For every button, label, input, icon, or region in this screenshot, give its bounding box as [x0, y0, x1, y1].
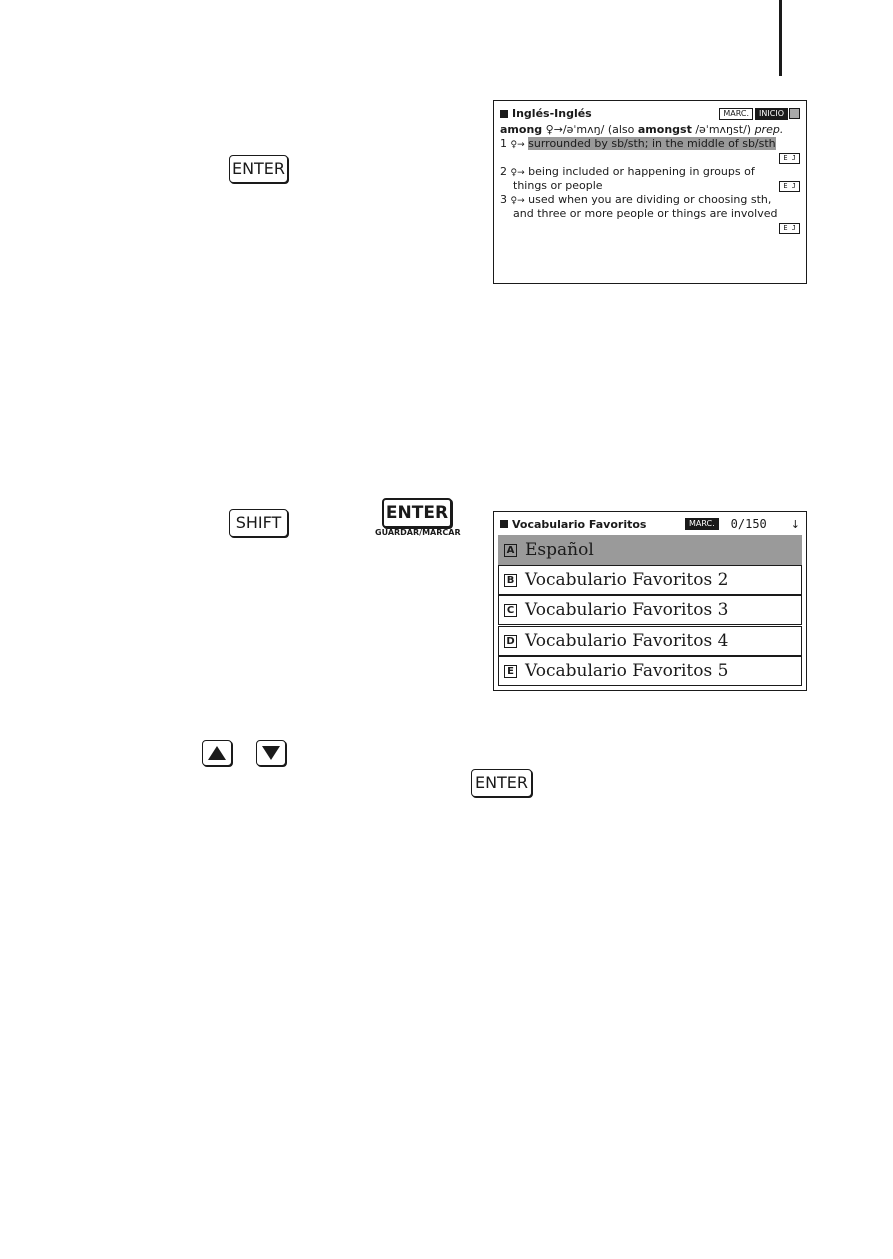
- sense-1-text: surrounded by sb/sth; in the middle of sb/sth: [528, 137, 776, 150]
- sense-3-text: used when you are dividing or choosing sth,: [528, 193, 772, 206]
- key-symbol-icon: ♀→: [510, 168, 525, 178]
- letter-b-icon: B: [504, 574, 517, 587]
- sense-3-cont: [513, 207, 777, 221]
- shift-key-label: SHIFT: [235, 513, 282, 532]
- down-arrow-key: [256, 740, 286, 766]
- letter-c-icon: C: [504, 604, 517, 617]
- enter-key-label: ENTER: [231, 159, 286, 178]
- letter-e-icon: E: [504, 665, 517, 678]
- inicio-badge: INICIO: [755, 108, 788, 120]
- example-button[interactable]: E J: [779, 181, 800, 192]
- favorites-list-item-a[interactable]: [498, 535, 802, 565]
- enter-key-save: [382, 498, 452, 528]
- favorites-screen: [493, 511, 807, 691]
- guardar-marcar-label: GUARDAR/MARCAR: [375, 528, 461, 537]
- marc-badge: MARC.: [719, 108, 753, 120]
- sense-3: [500, 193, 771, 208]
- enter-key-bottom-label: ENTER: [474, 773, 529, 792]
- up-arrow-key: [202, 740, 232, 766]
- headword-line: [500, 123, 783, 137]
- enter-key-bottom: [471, 769, 532, 797]
- dictionary-header: [500, 107, 800, 120]
- favorites-list-item-d[interactable]: [498, 626, 802, 656]
- list-item-label: Vocabulario Favoritos 5: [525, 661, 729, 681]
- scroll-down-icon: ↓: [790, 517, 800, 531]
- sense-3-number: 3: [500, 193, 507, 206]
- status-box-icon: [789, 108, 800, 119]
- list-item-label: Español: [525, 540, 594, 560]
- page-edge-marker: [779, 0, 782, 76]
- favorites-header: [500, 517, 800, 531]
- letter-a-icon: A: [504, 544, 517, 557]
- example-button[interactable]: E J: [779, 153, 800, 164]
- square-icon: [500, 520, 508, 528]
- headword: among: [500, 123, 543, 136]
- sense-2-cont: [513, 179, 603, 193]
- sense-1-number: 1: [500, 137, 507, 150]
- sense-2: [500, 165, 755, 180]
- marc-badge: MARC.: [685, 518, 719, 530]
- down-arrow-icon: [262, 746, 280, 760]
- favorites-list-item-c[interactable]: [498, 595, 802, 625]
- letter-d-icon: D: [504, 635, 517, 648]
- example-button[interactable]: E J: [779, 223, 800, 234]
- dictionary-title: Inglés-Inglés: [512, 107, 592, 120]
- favorites-counter: 0/150: [730, 517, 767, 531]
- sense-2-number: 2: [500, 165, 507, 178]
- enter-key: [229, 155, 288, 183]
- pronunciation: ♀→/əˈmʌŋ/ (also: [542, 123, 638, 136]
- list-item-label: Vocabulario Favoritos 4: [525, 631, 729, 651]
- shift-key: [229, 509, 288, 537]
- dictionary-screen: [493, 100, 807, 284]
- key-symbol-icon: ♀→: [510, 196, 525, 206]
- pronunciation-variant: /əˈmʌŋst/): [691, 123, 755, 136]
- enter-key-save-label: ENTER: [385, 502, 449, 523]
- list-item-label: Vocabulario Favoritos 3: [525, 600, 729, 620]
- sense-2-text: being included or happening in groups of: [528, 165, 755, 178]
- sense-2-text-b: things or people: [513, 179, 603, 192]
- sense-1: [500, 137, 776, 152]
- square-icon: [500, 110, 508, 118]
- part-of-speech: prep.: [754, 123, 784, 136]
- favorites-list-item-e[interactable]: [498, 656, 802, 686]
- list-item-label: Vocabulario Favoritos 2: [525, 570, 729, 590]
- up-arrow-icon: [208, 746, 226, 760]
- key-symbol-icon: ♀→: [510, 140, 525, 150]
- favorites-title: Vocabulario Favoritos: [512, 517, 647, 531]
- sense-3-text-b: and three or more people or things are involved: [513, 207, 778, 220]
- favorites-list-item-b[interactable]: [498, 565, 802, 595]
- headword-variant: amongst: [637, 123, 692, 136]
